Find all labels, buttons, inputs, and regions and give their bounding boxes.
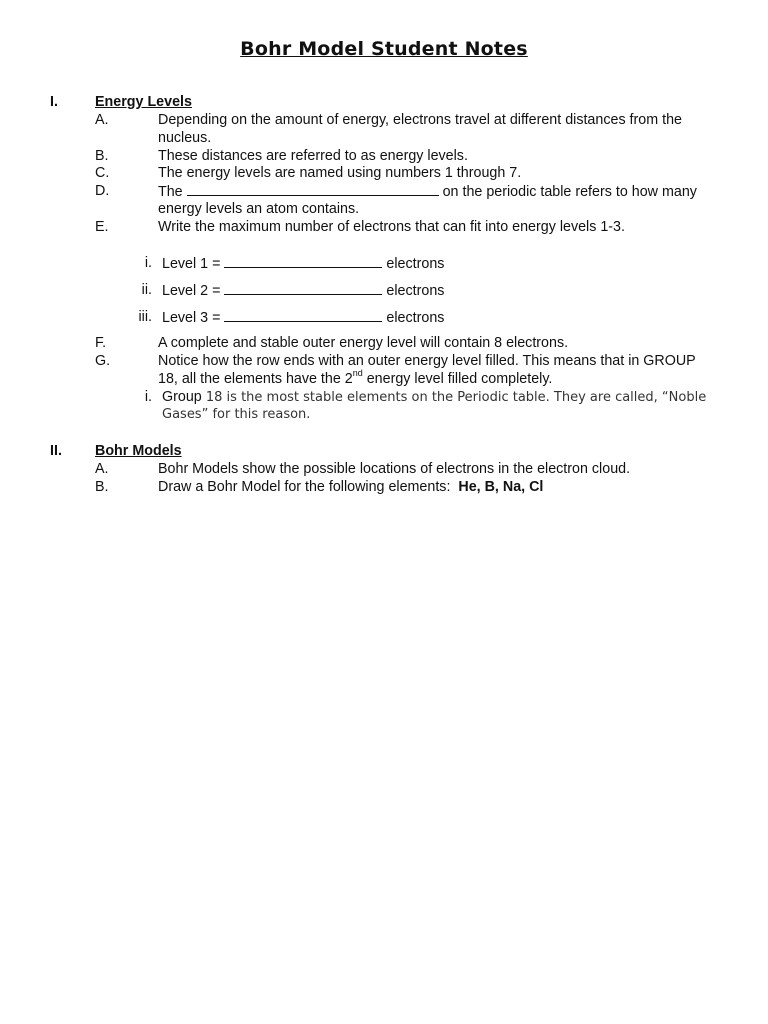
item-e-text: Write the maximum number of electrons that can fit into energy levels 1-3. xyxy=(158,219,625,235)
level-2-unit: electrons xyxy=(386,283,445,299)
element-list: He, B, Na, Cl xyxy=(458,479,544,495)
section-2-item-b-line xyxy=(158,478,543,496)
item-a-line-2: nucleus. xyxy=(158,130,212,146)
page-title: Bohr Model Student Notes xyxy=(240,38,528,60)
item-g-line-2-after: energy level filled completely. xyxy=(362,371,553,387)
level-3-line xyxy=(162,308,444,327)
level-2-label: Level 2 = xyxy=(162,283,221,299)
item-g-sub-line-1 xyxy=(162,388,706,407)
level-2-line xyxy=(162,281,444,300)
section-1-numeral: I. xyxy=(50,94,58,110)
level-3-unit: electrons xyxy=(386,310,445,326)
item-c-text: The energy levels are named using numbers 1 through 7. xyxy=(158,165,522,181)
level-1-num: i. xyxy=(144,255,152,271)
item-d-letter: D. xyxy=(95,183,110,199)
level-1-line xyxy=(162,254,444,273)
level-1-label: Level 1 = xyxy=(162,256,221,272)
item-f-text: A complete and stable outer energy level will contain 8 electrons. xyxy=(158,335,569,351)
section-2-item-b-text: Draw a Bohr Model for the following elements: xyxy=(158,479,459,495)
level-2-blank[interactable] xyxy=(224,281,382,295)
section-2-item-a-letter: A. xyxy=(95,461,109,477)
item-g-sub-num: i. xyxy=(144,389,152,405)
item-a-line-1: Depending on the amount of energy, electrons travel at different distances from the xyxy=(158,112,683,128)
section-1-heading: Energy Levels xyxy=(95,94,192,110)
level-3-num: iii. xyxy=(138,309,152,325)
item-g-sub-word: Group xyxy=(162,389,202,405)
item-g-line-2-before: 18, all the elements have the 2 xyxy=(158,371,353,387)
item-g-line-1: Notice how the row ends with an outer energy level filled. This means that in GROUP xyxy=(158,353,696,369)
item-c-letter: C. xyxy=(95,165,110,181)
item-f-letter: F. xyxy=(95,335,107,351)
section-2-item-a-text: Bohr Models show the possible locations of electrons in the electron cloud. xyxy=(158,461,631,477)
item-a-letter: A. xyxy=(95,112,109,128)
item-d-line-2: energy levels an atom contains. xyxy=(158,201,360,217)
item-d-after: on the periodic table refers to how many xyxy=(442,184,697,200)
item-g-superscript: nd xyxy=(352,368,363,379)
item-g-sub-rest: 18 is the most stable elements on the Periodic table. They are called, “Noble xyxy=(201,390,707,405)
section-2-item-b-letter: B. xyxy=(95,479,109,495)
item-b-letter: B. xyxy=(95,148,109,164)
item-g-line-2 xyxy=(158,370,552,388)
item-b-text: These distances are referred to as energy levels. xyxy=(158,148,468,164)
level-1-blank[interactable] xyxy=(224,254,382,268)
level-2-num: ii. xyxy=(141,282,152,298)
section-2-heading: Bohr Models xyxy=(95,443,182,459)
item-g-sub-line-2: Gases” for this reason. xyxy=(162,407,311,422)
item-d-before: The xyxy=(158,184,183,200)
level-3-label: Level 3 = xyxy=(162,310,221,326)
level-3-blank[interactable] xyxy=(224,308,382,322)
item-d-blank[interactable] xyxy=(187,182,439,196)
item-d-line-1 xyxy=(158,182,697,201)
level-1-unit: electrons xyxy=(386,256,445,272)
item-e-letter: E. xyxy=(95,219,109,235)
section-2-numeral: II. xyxy=(50,443,62,459)
item-g-letter: G. xyxy=(95,353,111,369)
